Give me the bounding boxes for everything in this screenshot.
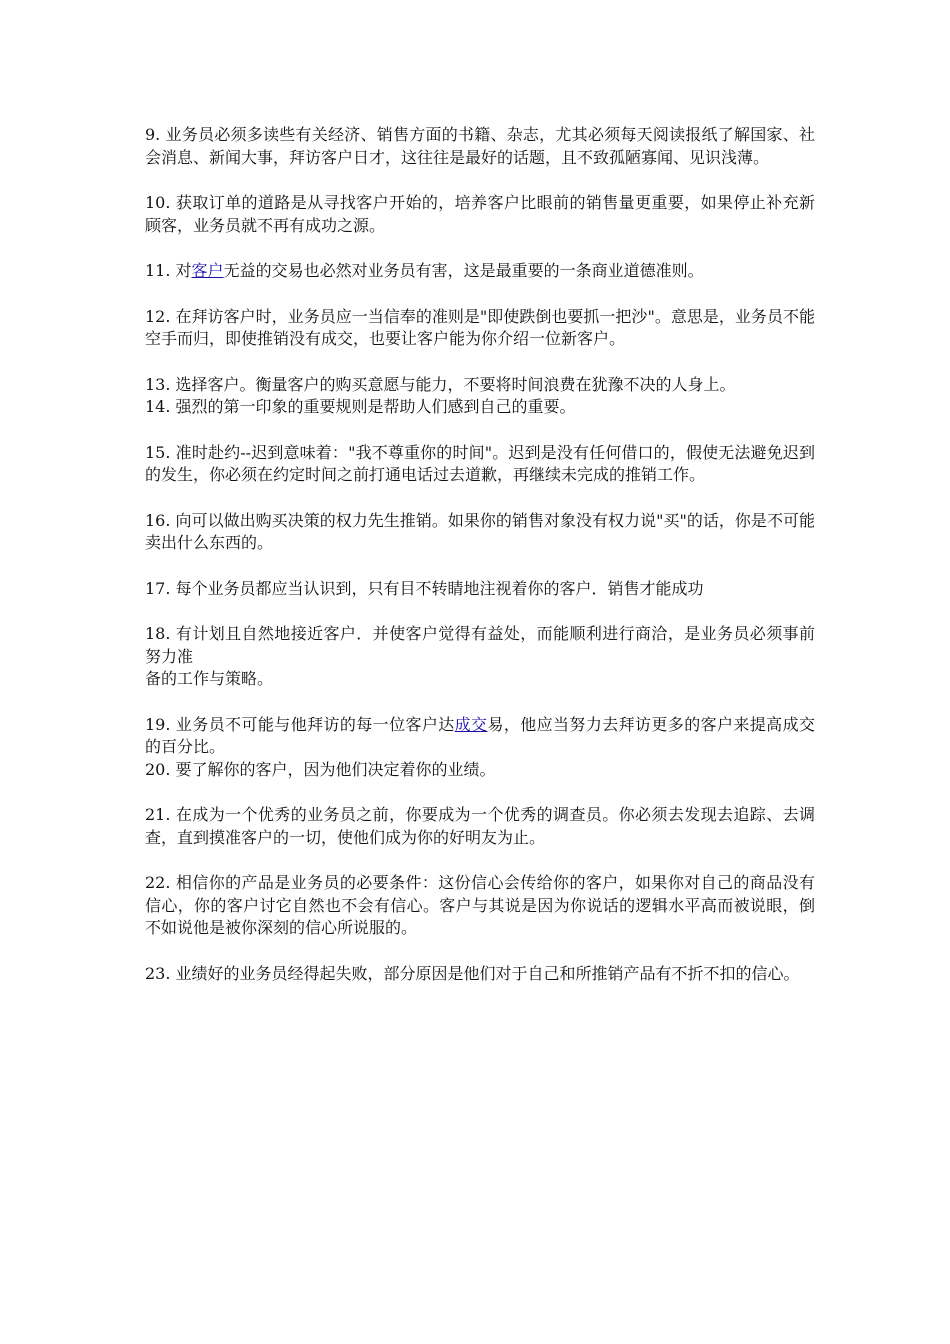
document-body (145, 124, 815, 985)
paragraph-14: 14. 强烈的第一印象的重要规则是帮助人们感到自己的重要。 (145, 397, 576, 416)
paragraph-19 (145, 714, 815, 759)
customer-link[interactable]: 客户 (191, 261, 224, 280)
paragraph-9: 9. 业务员必须多读些有关经济、销售方面的书籍、杂志，尤其必须每天阅读报纸了解国家、社会消息、新闻大事，拜访客户日才，这往往是最好的话题，且不致孤陋寡闻、见识浅薄。 (145, 125, 815, 167)
paragraph-13: 13. 选择客户。衡量客户的购买意愿与能力，不要将时间浪费在犹豫不决的人身上。 (145, 374, 736, 394)
paragraph-18-continued: 备的工作与策略。 (145, 669, 274, 688)
paragraph-23: 23. 业绩好的业务员经得起失败，部分原因是他们对于自己和所推销产品有不折不扣的信心。 (145, 963, 800, 983)
deal-link[interactable]: 成交 (454, 714, 488, 734)
paragraph-10: 10. 获取订单的道路是从寻找客户开始的，培养客户比眼前的销售量更重要，如果停止补充新顾客，业务员就不再有成功之源。 (145, 193, 815, 235)
paragraph-19-suffix: 易，他应当努力去拜访更多的客户来提高成交的百分比。 (145, 714, 815, 756)
paragraph-11 (145, 260, 815, 283)
paragraph-11-prefix: 11. 对 (145, 261, 192, 280)
paragraph-21: 21. 在成为一个优秀的业务员之前，你要成为一个优秀的调查员。你必须去发现去追踪、去调查，直到摸准客户的一切，使他们成为你的好明友为止。 (145, 805, 815, 847)
paragraph-12: 12. 在拜访客户时，业务员应一当信奉的准则是"即使跌倒也要抓一把沙"。意思是，业务员不能 空手而归，即使推销没有成交，也要让客户能为你介绍一位新客户。 (145, 306, 815, 348)
paragraph-11-suffix: 无益的交易也必然对业务员有害，这是最重要的一条商业道德准则。 (223, 261, 704, 280)
paragraph-16: 16. 向可以做出购买决策的权力先生推销。如果你的销售对象没有权力说"买"的话，你是不可能卖出什么东西的。 (145, 510, 815, 552)
paragraph-18: 18. 有计划且自然地接近客户．并使客户觉得有益处，而能顺利进行商洽，是业务员必须事前努力准 (145, 624, 815, 666)
paragraph-17: 17. 每个业务员都应当认识到，只有目不转睛地注视着你的客户．销售才能成功 (145, 578, 704, 598)
paragraph-20: 20. 要了解你的客户，因为他们决定着你的业绩。 (145, 759, 496, 779)
paragraph-19-prefix: 19. 业务员不可能与他拜访的每一位客户达 (145, 714, 455, 734)
paragraph-15: 15. 准时赴约--迟到意味着："我不尊重你的时间"。迟到是没有任何借口的，假使无法避免迟到的发生，你必须在约定时间之前打通电话过去道歉，再继续未完成的推销工作。 (145, 442, 815, 484)
paragraph-22: 22. 相信你的产品是业务员的必要条件：这份信心会传给你的客户，如果你对自己的商品没有信心，你的客户讨它自然也不会有信心。客户与其说是因为你说话的逻辑水平高而被说眼，倒不如说他是被你深刻的信心所说服的。 (145, 873, 815, 937)
